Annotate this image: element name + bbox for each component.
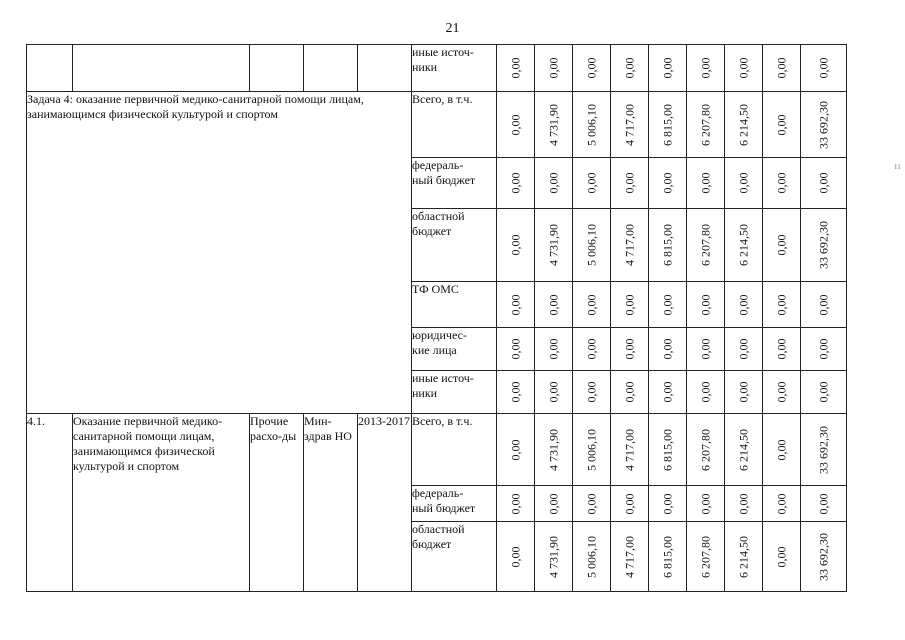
value-cell — [535, 92, 573, 158]
value: 0,00 — [508, 172, 522, 194]
value-cell — [801, 486, 847, 522]
value-cell — [763, 209, 801, 282]
value-cell — [573, 371, 611, 414]
value-cell — [649, 92, 687, 158]
empty-cell — [73, 45, 250, 92]
value: 0,00 — [736, 172, 750, 194]
value-cell — [763, 486, 801, 522]
value-cell — [801, 158, 847, 209]
value-cell — [535, 282, 573, 328]
value-cell — [611, 522, 649, 592]
value: 4 717,00 — [622, 224, 636, 266]
value: 0,00 — [736, 294, 750, 315]
source-label: федераль- ный бюджет — [412, 486, 476, 515]
value-cell — [611, 328, 649, 371]
value-cell — [573, 45, 611, 92]
value: 0,00 — [584, 493, 598, 514]
value: 4 731,90 — [546, 535, 560, 578]
value: 0,00 — [698, 294, 712, 315]
value: 0,00 — [546, 381, 560, 403]
value-cell — [497, 92, 535, 158]
value: 4 731,90 — [546, 103, 560, 146]
value: 0,00 — [660, 381, 674, 403]
value: 0,00 — [660, 338, 674, 360]
value: 0,00 — [508, 294, 522, 315]
value: 0,00 — [660, 294, 674, 315]
value: 5 006,10 — [584, 428, 598, 471]
value: 0,00 — [622, 493, 636, 514]
value-cell — [687, 486, 725, 522]
value: 0,00 — [816, 381, 830, 403]
value-cell — [497, 486, 535, 522]
value-cell — [535, 45, 573, 92]
value-cell — [649, 371, 687, 414]
value: 0,00 — [774, 381, 788, 403]
value: 0,00 — [774, 57, 788, 79]
value: 0,00 — [622, 381, 636, 403]
value-cell — [801, 522, 847, 592]
value: 0,00 — [622, 57, 636, 79]
value-cell — [611, 414, 649, 486]
source-label: юридичес- кие лица — [412, 328, 467, 357]
value-cell — [611, 486, 649, 522]
value-cell — [649, 209, 687, 282]
value-cell — [573, 158, 611, 209]
source-label: федераль- ный бюджет — [412, 158, 476, 187]
value: 0,00 — [546, 493, 560, 514]
value-cell — [725, 45, 763, 92]
executor — [304, 414, 358, 592]
value: 0,00 — [660, 493, 674, 514]
item-number — [27, 414, 73, 592]
value-cell — [801, 414, 847, 486]
value: 6 815,00 — [660, 535, 674, 578]
value-cell — [649, 282, 687, 328]
value: 0,00 — [816, 57, 830, 79]
source-cell — [412, 209, 497, 282]
value: 4 731,90 — [546, 428, 560, 471]
value: 0,00 — [816, 338, 830, 360]
source-label: иные источ- ники — [412, 45, 474, 74]
value: 6 214,50 — [736, 224, 750, 266]
value: 6 214,50 — [736, 103, 750, 146]
value: 6 815,00 — [660, 428, 674, 471]
value-cell — [497, 282, 535, 328]
value: 0,00 — [546, 294, 560, 315]
value-cell — [801, 92, 847, 158]
value: 0,00 — [774, 294, 788, 315]
funding-table — [26, 44, 847, 592]
value: 6 207,80 — [698, 535, 712, 578]
value-cell — [649, 158, 687, 209]
value-cell — [573, 282, 611, 328]
source-label: областной бюджет — [412, 522, 465, 551]
value: 0,00 — [660, 57, 674, 79]
value: 0,00 — [774, 546, 788, 567]
source-cell — [412, 92, 497, 158]
value: 4 717,00 — [622, 535, 636, 578]
table-row — [27, 414, 847, 486]
source-cell — [412, 158, 497, 209]
value: 0,00 — [698, 172, 712, 194]
value: 0,00 — [622, 172, 636, 194]
page-number: 21 — [445, 21, 460, 36]
value: 0,00 — [584, 381, 598, 403]
value: 0,00 — [508, 234, 522, 256]
value-cell — [649, 45, 687, 92]
value-cell — [725, 486, 763, 522]
value: 33 692,30 — [816, 100, 830, 149]
value-cell — [535, 158, 573, 209]
value-cell — [687, 522, 725, 592]
value: 6 815,00 — [660, 224, 674, 266]
value: 4 731,90 — [546, 224, 560, 266]
value: 0,00 — [816, 294, 830, 315]
source-label: ТФ ОМС — [412, 282, 459, 296]
table-row — [27, 45, 847, 92]
value: 0,00 — [508, 546, 522, 567]
cell-text: Прочие расхо-ды — [250, 414, 297, 443]
value: 0,00 — [546, 57, 560, 79]
value-cell — [573, 522, 611, 592]
value-cell — [649, 328, 687, 371]
value-cell — [497, 45, 535, 92]
cell-text: 4.1. — [27, 414, 45, 428]
value: 6 214,50 — [736, 535, 750, 578]
value-cell — [763, 371, 801, 414]
value-cell — [801, 45, 847, 92]
value-cell — [573, 328, 611, 371]
value: 6 207,80 — [698, 428, 712, 471]
value-cell — [649, 414, 687, 486]
value-cell — [687, 414, 725, 486]
value-cell — [725, 522, 763, 592]
value: 0,00 — [546, 338, 560, 360]
value-cell — [497, 158, 535, 209]
value-cell — [763, 158, 801, 209]
source-cell — [412, 486, 497, 522]
value-cell — [687, 158, 725, 209]
expense-type — [250, 414, 304, 592]
value-cell — [725, 371, 763, 414]
value: 0,00 — [774, 338, 788, 360]
value-cell — [649, 486, 687, 522]
value-cell — [535, 209, 573, 282]
source-label: иные источ- ники — [412, 371, 474, 400]
margin-mark: 11 — [894, 163, 901, 171]
empty-cell — [250, 45, 304, 92]
value-cell — [725, 158, 763, 209]
source-label: Всего, в т.ч. — [412, 92, 473, 106]
value: 0,00 — [508, 381, 522, 403]
source-label: областной бюджет — [412, 209, 465, 238]
value-cell — [801, 328, 847, 371]
value: 0,00 — [508, 114, 522, 135]
value: 0,00 — [736, 338, 750, 360]
value: 0,00 — [698, 57, 712, 79]
value: 0,00 — [508, 57, 522, 79]
cell-text: Задача 4: оказание первичной медико-санитарной помощи лицам, занимающимся физической культурой и спортом — [27, 92, 364, 121]
value-cell — [725, 92, 763, 158]
value-cell — [801, 282, 847, 328]
value-cell — [573, 92, 611, 158]
value-cell — [763, 522, 801, 592]
value: 4 717,00 — [622, 428, 636, 471]
value: 0,00 — [774, 234, 788, 256]
value: 0,00 — [698, 381, 712, 403]
value: 0,00 — [736, 57, 750, 79]
source-cell — [412, 45, 497, 92]
value-cell — [687, 92, 725, 158]
value-cell — [687, 45, 725, 92]
value: 0,00 — [774, 439, 788, 460]
value: 0,00 — [584, 338, 598, 360]
value-cell — [801, 371, 847, 414]
source-label: Всего, в т.ч. — [412, 414, 473, 428]
source-cell — [412, 414, 497, 486]
value-cell — [535, 328, 573, 371]
value-cell — [801, 209, 847, 282]
value-cell — [687, 371, 725, 414]
value-cell — [573, 414, 611, 486]
value: 33 692,30 — [816, 532, 830, 581]
task-title — [27, 92, 412, 414]
value-cell — [763, 414, 801, 486]
empty-cell — [304, 45, 358, 92]
value-cell — [611, 282, 649, 328]
value: 0,00 — [546, 172, 560, 194]
value: 0,00 — [584, 294, 598, 315]
value: 4 717,00 — [622, 103, 636, 146]
value: 6 207,80 — [698, 224, 712, 266]
cell-text: Оказание первичной медико-санитарной помощи лицам, занимающимся физической культурой и спортом — [73, 414, 223, 473]
value-cell — [535, 371, 573, 414]
value: 0,00 — [508, 338, 522, 360]
value-cell — [497, 522, 535, 592]
value: 5 006,10 — [584, 224, 598, 266]
source-cell — [412, 371, 497, 414]
value: 0,00 — [508, 439, 522, 460]
value: 0,00 — [698, 493, 712, 514]
value: 6 815,00 — [660, 103, 674, 146]
value-cell — [725, 282, 763, 328]
value-cell — [535, 414, 573, 486]
table-row — [27, 92, 847, 158]
source-cell — [412, 522, 497, 592]
value-cell — [725, 414, 763, 486]
value: 6 207,80 — [698, 103, 712, 146]
value-cell — [611, 209, 649, 282]
cell-text: 2013-2017 — [358, 414, 410, 428]
value: 6 214,50 — [736, 428, 750, 471]
value-cell — [687, 209, 725, 282]
value-cell — [497, 414, 535, 486]
value-cell — [649, 522, 687, 592]
value-cell — [535, 522, 573, 592]
item-name — [73, 414, 250, 592]
value-cell — [763, 328, 801, 371]
value: 33 692,30 — [816, 221, 830, 269]
source-cell — [412, 282, 497, 328]
value: 0,00 — [584, 172, 598, 194]
value: 0,00 — [622, 338, 636, 360]
value: 0,00 — [508, 493, 522, 514]
value-cell — [573, 209, 611, 282]
source-cell — [412, 328, 497, 371]
value: 0,00 — [622, 294, 636, 315]
value-cell — [611, 92, 649, 158]
value-cell — [687, 328, 725, 371]
value-cell — [497, 209, 535, 282]
value: 0,00 — [774, 493, 788, 514]
value: 0,00 — [816, 172, 830, 194]
value-cell — [497, 371, 535, 414]
value-cell — [763, 92, 801, 158]
value: 0,00 — [584, 57, 598, 79]
empty-cell — [27, 45, 73, 92]
value: 5 006,10 — [584, 103, 598, 146]
value-cell — [763, 282, 801, 328]
value: 0,00 — [736, 381, 750, 403]
value-cell — [573, 486, 611, 522]
value: 0,00 — [736, 493, 750, 514]
period — [358, 414, 412, 592]
value-cell — [535, 486, 573, 522]
value: 5 006,10 — [584, 535, 598, 578]
empty-cell — [358, 45, 412, 92]
value: 0,00 — [774, 172, 788, 194]
value-cell — [763, 45, 801, 92]
value: 33 692,30 — [816, 425, 830, 474]
cell-text: Мин-здрав НО — [304, 414, 352, 443]
value-cell — [725, 209, 763, 282]
value-cell — [725, 328, 763, 371]
value-cell — [687, 282, 725, 328]
value: 0,00 — [660, 172, 674, 194]
value-cell — [611, 45, 649, 92]
value-cell — [611, 158, 649, 209]
value: 0,00 — [774, 114, 788, 135]
value: 0,00 — [698, 338, 712, 360]
value: 0,00 — [816, 493, 830, 514]
value-cell — [611, 371, 649, 414]
value-cell — [497, 328, 535, 371]
